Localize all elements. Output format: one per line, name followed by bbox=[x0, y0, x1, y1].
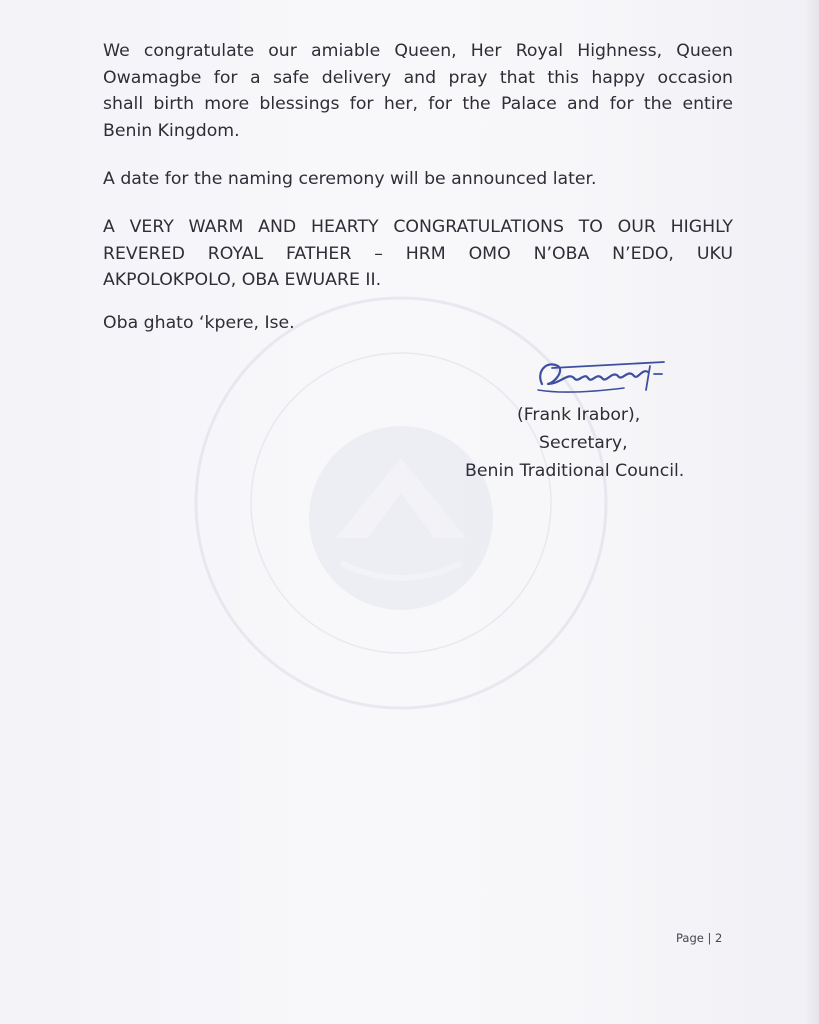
paragraph-line: REVERED ROYAL FATHER – HRM OMO N’OBA N’EDO, UKU bbox=[103, 243, 733, 264]
council-seal-watermark bbox=[186, 288, 616, 718]
paragraph-line: AKPOLOKPOLO, OBA EWUARE II. bbox=[103, 270, 382, 290]
signatory-organization: Benin Traditional Council. bbox=[465, 461, 685, 481]
royal-father-paragraph bbox=[103, 214, 733, 294]
paragraph-line: A VERY WARM AND HEARTY CONGRATULATIONS TO OUR HIGHLY bbox=[103, 217, 733, 237]
signatory-title: Secretary, bbox=[539, 433, 628, 453]
signatory-name: (Frank Irabor), bbox=[517, 405, 641, 425]
paragraph-line: A date for the naming ceremony will be announced later. bbox=[103, 169, 597, 189]
naming-ceremony-paragraph bbox=[103, 166, 733, 193]
paragraph-line: Oba ghato ‘kpere, Ise. bbox=[103, 313, 295, 333]
congratulation-paragraph bbox=[103, 38, 733, 144]
paragraph-line: shall birth more blessings for her, for the Palace and for the entire bbox=[103, 94, 733, 114]
page-number: Page | 2 bbox=[676, 931, 723, 945]
closing-greeting bbox=[103, 310, 733, 337]
handwritten-signature bbox=[532, 354, 672, 398]
paragraph-line: We congratulate our amiable Queen, Her Royal Highness, Queen bbox=[103, 41, 733, 61]
paragraph-line: Benin Kingdom. bbox=[103, 120, 240, 141]
paragraph-line: Owamagbe for a safe delivery and pray that this happy occasion bbox=[103, 67, 733, 88]
